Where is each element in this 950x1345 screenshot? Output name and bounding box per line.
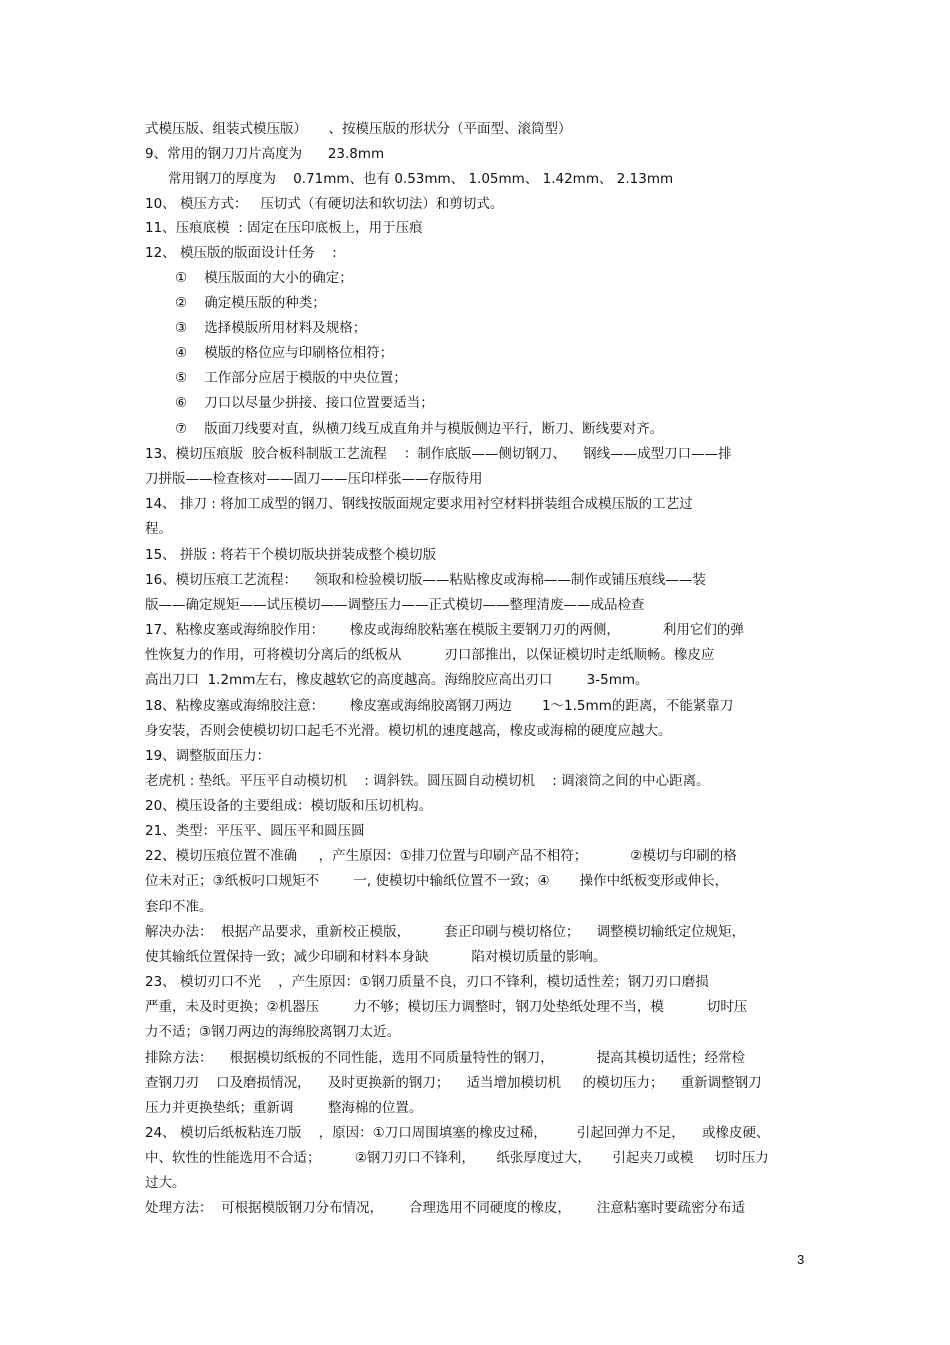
text-line: 解决办法： 根据产品要求，重新校正模版， 套正印刷与模切格位； 调整模切输纸定位规矩， [145,924,746,940]
text-line: 刀拼版——检查核对——固刀——压印样张——存版待用 [145,471,483,487]
text-line: 14、 排刀 : 将加工成型的钢刀、钢线按版面规定要求用衬空材料拼装组合成模压版的工艺过 [145,496,693,512]
text-line: 22、模切压痕位置不准确 ，产生原因：①排刀位置与印刷产品不相符； ②模切与印刷的格 [145,848,737,864]
text-line: 9、常用的钢刀刀片高度为 23.8mm [145,146,385,162]
text-line: 版——确定规矩——试压模切——调整压力——正式模切——整理清废——成品检查 [145,597,645,613]
text-line: 24、 模切后纸板粘连刀版 ，原因：①刀口周围填塞的橡皮过稀， 引起回弹力不足， 或橡皮硬、 [145,1125,770,1141]
text-line: 严重，未及时更换；②机器压 力不够；模切压力调整时，钢刀处垫纸处理不当，模 切时压 [145,999,748,1015]
text-line: 12、 模压版的版面设计任务 : [145,245,337,261]
text-line: 套印不准。 [145,899,213,915]
text-line: 中、软性的性能选用不合适； ②钢刀刃口不锋利， 纸张厚度过大， 引起夹刀或模 切时压力 [145,1150,769,1166]
text-line: 力不适；③钢刀两边的海绵胶离钢刀太近。 [145,1024,401,1040]
text-line: 19、调整版面压力： [145,748,271,764]
text-line: 排除方法： 根据模切纸板的不同性能，选用不同质量特性的钢刀， 提高其模切适性；经常检 [145,1050,746,1066]
list-item: ② 确定模压版的种类； [175,295,326,311]
text-line: 性恢复力的作用，可将模切分离后的纸板从 刃口部推出，以保证模切时走纸顺畅。橡皮应 [145,647,715,663]
text-line: 13、模切压痕版 胶合板科制版工艺流程 ：制作底版——侧切钢刀、 钢线——成型刀口——排 [145,446,732,462]
text-line: 常用钢刀的厚度为 0.71mm、也有 0.53mm、 1.05mm、 1.42mm、 2.13mm [168,171,674,187]
text-line: 23、 模切刃口不光 ，产生原因：①钢刀质量不良，刃口不锋利，模切适性差；钢刀刃口磨损 [145,974,709,990]
text-line: 压力并更换垫纸；重新调 整海棉的位置。 [145,1100,423,1116]
list-item: ⑦ 版面刀线要对直，纵横刀线互成直角并与模版侧边平行，断刀、断线要对齐。 [175,421,664,437]
text-line: 11、压痕底模 : 固定在压印底板上，用于压痕 [145,220,423,236]
text-line: 20、模压设备的主要组成：模切版和压切机构。 [145,798,433,814]
list-item: ③ 选择模版所用材料及规格； [175,320,367,336]
list-item: ⑥ 刀口以尽量少拼接、接口位置要适当； [175,395,434,411]
text-line: 10、 模压方式： 压切式（有硬切法和软切法）和剪切式。 [145,196,504,212]
text-line: 式模压版、组装式模压版） 、按模压版的形状分（平面型、滚筒型） [145,121,572,137]
list-item: ① 模压版面的大小的确定； [175,270,353,286]
page-number: 3 [797,1252,805,1267]
text-line: 位未对正；③纸板叼口规矩不 一, 使模切中输纸位置不一致；④ 操作中纸板变形或伸长， [145,873,729,889]
text-line: 16、模切压痕工艺流程： 领取和检验模切版——粘贴橡皮或海棉——制作或铺压痕线——装 [145,572,706,588]
text-line: 18、粘橡皮塞或海绵胶注意： 橡皮塞或海绵胶离钢刀两边 1～1.5mm的距离，不能紧靠刀 [145,698,734,714]
text-line: 17、粘橡皮塞或海绵胶作用： 橡皮或海绵胶粘塞在模版主要钢刀刃的两侧， 利用它们的弹 [145,622,744,638]
text-line: 处理方法： 可根据模版钢刀分布情况， 合理选用不同硬度的橡皮， 注意粘塞时要疏密分布适 [145,1200,746,1216]
list-item: ④ 模版的格位应与印刷格位相符； [175,345,394,361]
text-line: 老虎机 : 垫纸。平压平自动模切机 : 调斜铁。圆压圆自动模切机 : 调滚筒之间的中心距离。 [145,773,710,789]
text-line: 使其输纸位置保持一致；减少印刷和材料本身缺 陷对模切质量的影响。 [145,949,607,965]
text-line: 15、 拼版 : 将若干个模切版块拼装成整个模切版 [145,547,437,563]
text-line: 高出刀口 1.2mm左右，橡皮越软它的高度越高。海绵胶应高出刃口 3-5mm。 [145,672,649,688]
text-line: 查钢刀刃 口及磨损情况， 及时更换新的钢刀； 适当增加模切机 的模切压力； 重新调整钢刀 [145,1075,762,1091]
text-line: 程。 [145,521,172,537]
text-line: 21、类型：平压平、圆压平和圆压圆 [145,823,365,839]
list-item: ⑤ 工作部分应居于模版的中央位置； [175,370,407,386]
text-line: 过大。 [145,1175,186,1191]
text-line: 身安装，否则会使模切切口起毛不光滑。模切机的速度越高，橡皮或海棉的硬度应越大。 [145,723,672,739]
